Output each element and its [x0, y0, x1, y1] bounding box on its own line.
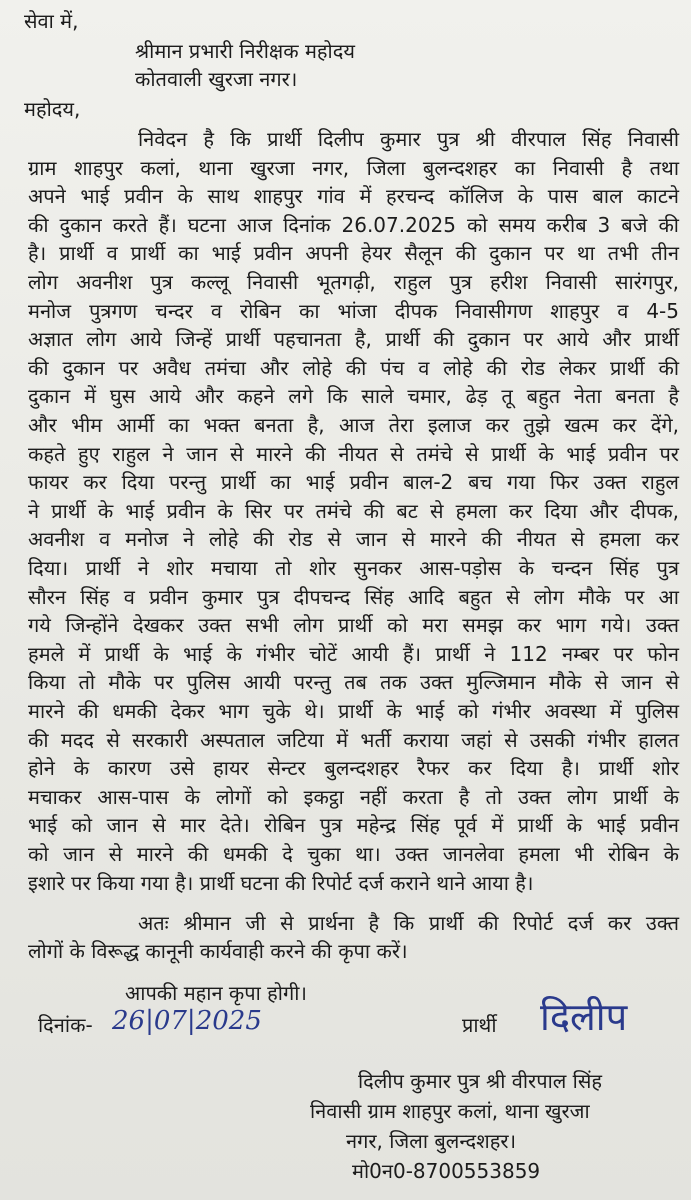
- body-line: की मदद से सरकारी अस्पताल जटिया में भर्ती कराया जहां से उसकी गंभीर हालत: [28, 727, 679, 752]
- body-line: को जान से मारने की धमकी दे चुका था। उक्त जानलेवा हमला भी रोबिन के: [28, 842, 679, 866]
- addressee-title: श्रीमान प्रभारी निरीक्षक महोदय: [135, 39, 355, 63]
- body-line: मचाकर आस-पास के लोगों को इकट्ठा नहीं करता है तो उक्त लोग प्रार्थी के: [28, 784, 679, 809]
- body-line: की दुकान पर अवैध तमंचा और लोहे की पंच व लोहे की रोड लेकर प्रार्थी की: [28, 355, 679, 380]
- body-line: अज्ञात लोग आये जिन्हें प्रार्थी पहचानता है, प्रार्थी की दुकान पर आये और प्रार्थी: [28, 327, 679, 352]
- body-line: अपने भाई प्रवीन के साथ शाहपुर गांव में हरचन्द कॉलिज के पास बाल काटने: [28, 184, 679, 209]
- greeting: महोदय,: [24, 97, 81, 121]
- body-line: दिया। प्रार्थी ने शोर मचाया तो शोर सुनकर आस-पड़ोस के चन्दन सिंह पुत्र: [28, 556, 679, 580]
- applicant-signature: दिलीप: [540, 995, 628, 1039]
- body-line: हमले में प्रार्थी के भाई के गंभीर चोटें आयी हैं। प्रार्थी ने 112 नम्बर पर फोन: [28, 641, 679, 666]
- applicant-address-1: निवासी ग्राम शाहपुर कलां, थाना खुरजा: [310, 1099, 590, 1123]
- body-line: की दुकान करते हैं। घटना आज दिनांक 26.07.2025 को समय करीब 3 बजे की: [28, 212, 679, 237]
- body-line: ग्राम शाहपुर कलां, थाना खुरजा नगर, जिला बुलन्दशहर का निवासी है तथा: [28, 155, 679, 180]
- applicant-mobile: मो0न0-8700553859: [352, 1159, 541, 1183]
- body-line: इशारे पर किया गया है। प्रार्थी घटना की रिपोर्ट दर्ज कराने थाने आया है।: [28, 870, 534, 895]
- body-line: और भीम आर्मी का भक्त बनता है, आज तेरा इलाज कर तुझे खत्म कर देंगे,: [28, 413, 679, 437]
- applicant-label: प्रार्थी: [462, 1013, 497, 1037]
- applicant-name: दिलीप कुमार पुत्र श्री वीरपाल सिंह: [358, 1069, 603, 1093]
- body-line: भाई को जान से मार देते। रोबिन पुत्र महेन्द्र सिंह पूर्व में प्रार्थी के भाई प्रवीन: [28, 813, 679, 838]
- addressee-office: कोतवाली खुरजा नगर।: [135, 67, 298, 91]
- date-label: दिनांक-: [38, 1013, 93, 1037]
- body-line: होने के कारण उसे हायर सेन्टर बुलन्दशहर रैफर कर दिया है। प्रार्थी शोर: [28, 756, 679, 781]
- body-line: ने प्रार्थी के भाई प्रवीन के सिर पर तमंचे की बट से हमला कर दिया और दीपक,: [28, 498, 679, 523]
- body-line: अवनीश व मनोज ने लोहे की रोड से जान से मारने की नीयत से हमला कर: [28, 527, 679, 552]
- body-line: फायर कर दिया परन्तु प्रार्थी का भाई प्रवीन बाल-2 बच गया फिर उक्त राहुल: [28, 470, 679, 495]
- request-line-1: अतः श्रीमान जी से प्रार्थना है कि प्रार्थी की रिपोर्ट दर्ज कर उक्त: [138, 911, 679, 935]
- body-line: मनोज पुत्रगण चन्दर व रोबिन का भांजा दीपक निवासीगण शाहपुर व 4-5: [28, 298, 679, 323]
- applicant-address-2: नगर, जिला बुलन्दशहर।: [346, 1129, 517, 1153]
- body-line: किया तो मौके पर पुलिस आयी परन्तु तब तक उक्त मुल्जिमान मौके से जान से: [28, 670, 679, 695]
- body-line: कहते हुए राहुल ने जान से मारने की नीयत से तमंचे से प्रार्थी के भाई प्रवीन पर: [28, 441, 679, 466]
- request-line-2: लोगों के विरूद्ध कानूनी कार्यवाही करने की कृपा करें।: [28, 939, 408, 963]
- body-line: सौरन सिंह व प्रवीन कुमार पुत्र दीपचन्द सिंह आदि बहुत से लोग मौके पर आ: [28, 584, 679, 609]
- body-line: दुकान में घुस आये और कहने लगे कि साले चमार, ढेड़ तू बहुत नेता बनता है: [28, 384, 679, 409]
- body-line: लोग अवनीश पुत्र कल्लू निवासी भूतगढ़ी, राहुल पुत्र हरीश निवासी सारंगपुर,: [28, 270, 679, 294]
- handwritten-date: 26|07|2025: [112, 1006, 262, 1036]
- body-line: मारने की धमकी देकर भाग चुके थे। प्रार्थी के भाई को गंभीर अवस्था में पुलिस: [28, 699, 679, 723]
- body-line: है। प्रार्थी व प्रार्थी का भाई प्रवीन अपनी हेयर सैलून की दुकान पर था तभी तीन: [28, 241, 679, 266]
- body-line: निवेदन है कि प्रार्थी दिलीप कुमार पुत्र श्री वीरपाल सिंह निवासी: [138, 127, 679, 151]
- body-line: गये जिन्होंने देखकर उक्त सभी लोग प्रार्थी को मरा समझ कर भाग गये। उक्त: [28, 613, 679, 638]
- closing-line: आपकी महान कृपा होगी।: [125, 981, 307, 1005]
- salutation-to: सेवा में,: [24, 9, 79, 33]
